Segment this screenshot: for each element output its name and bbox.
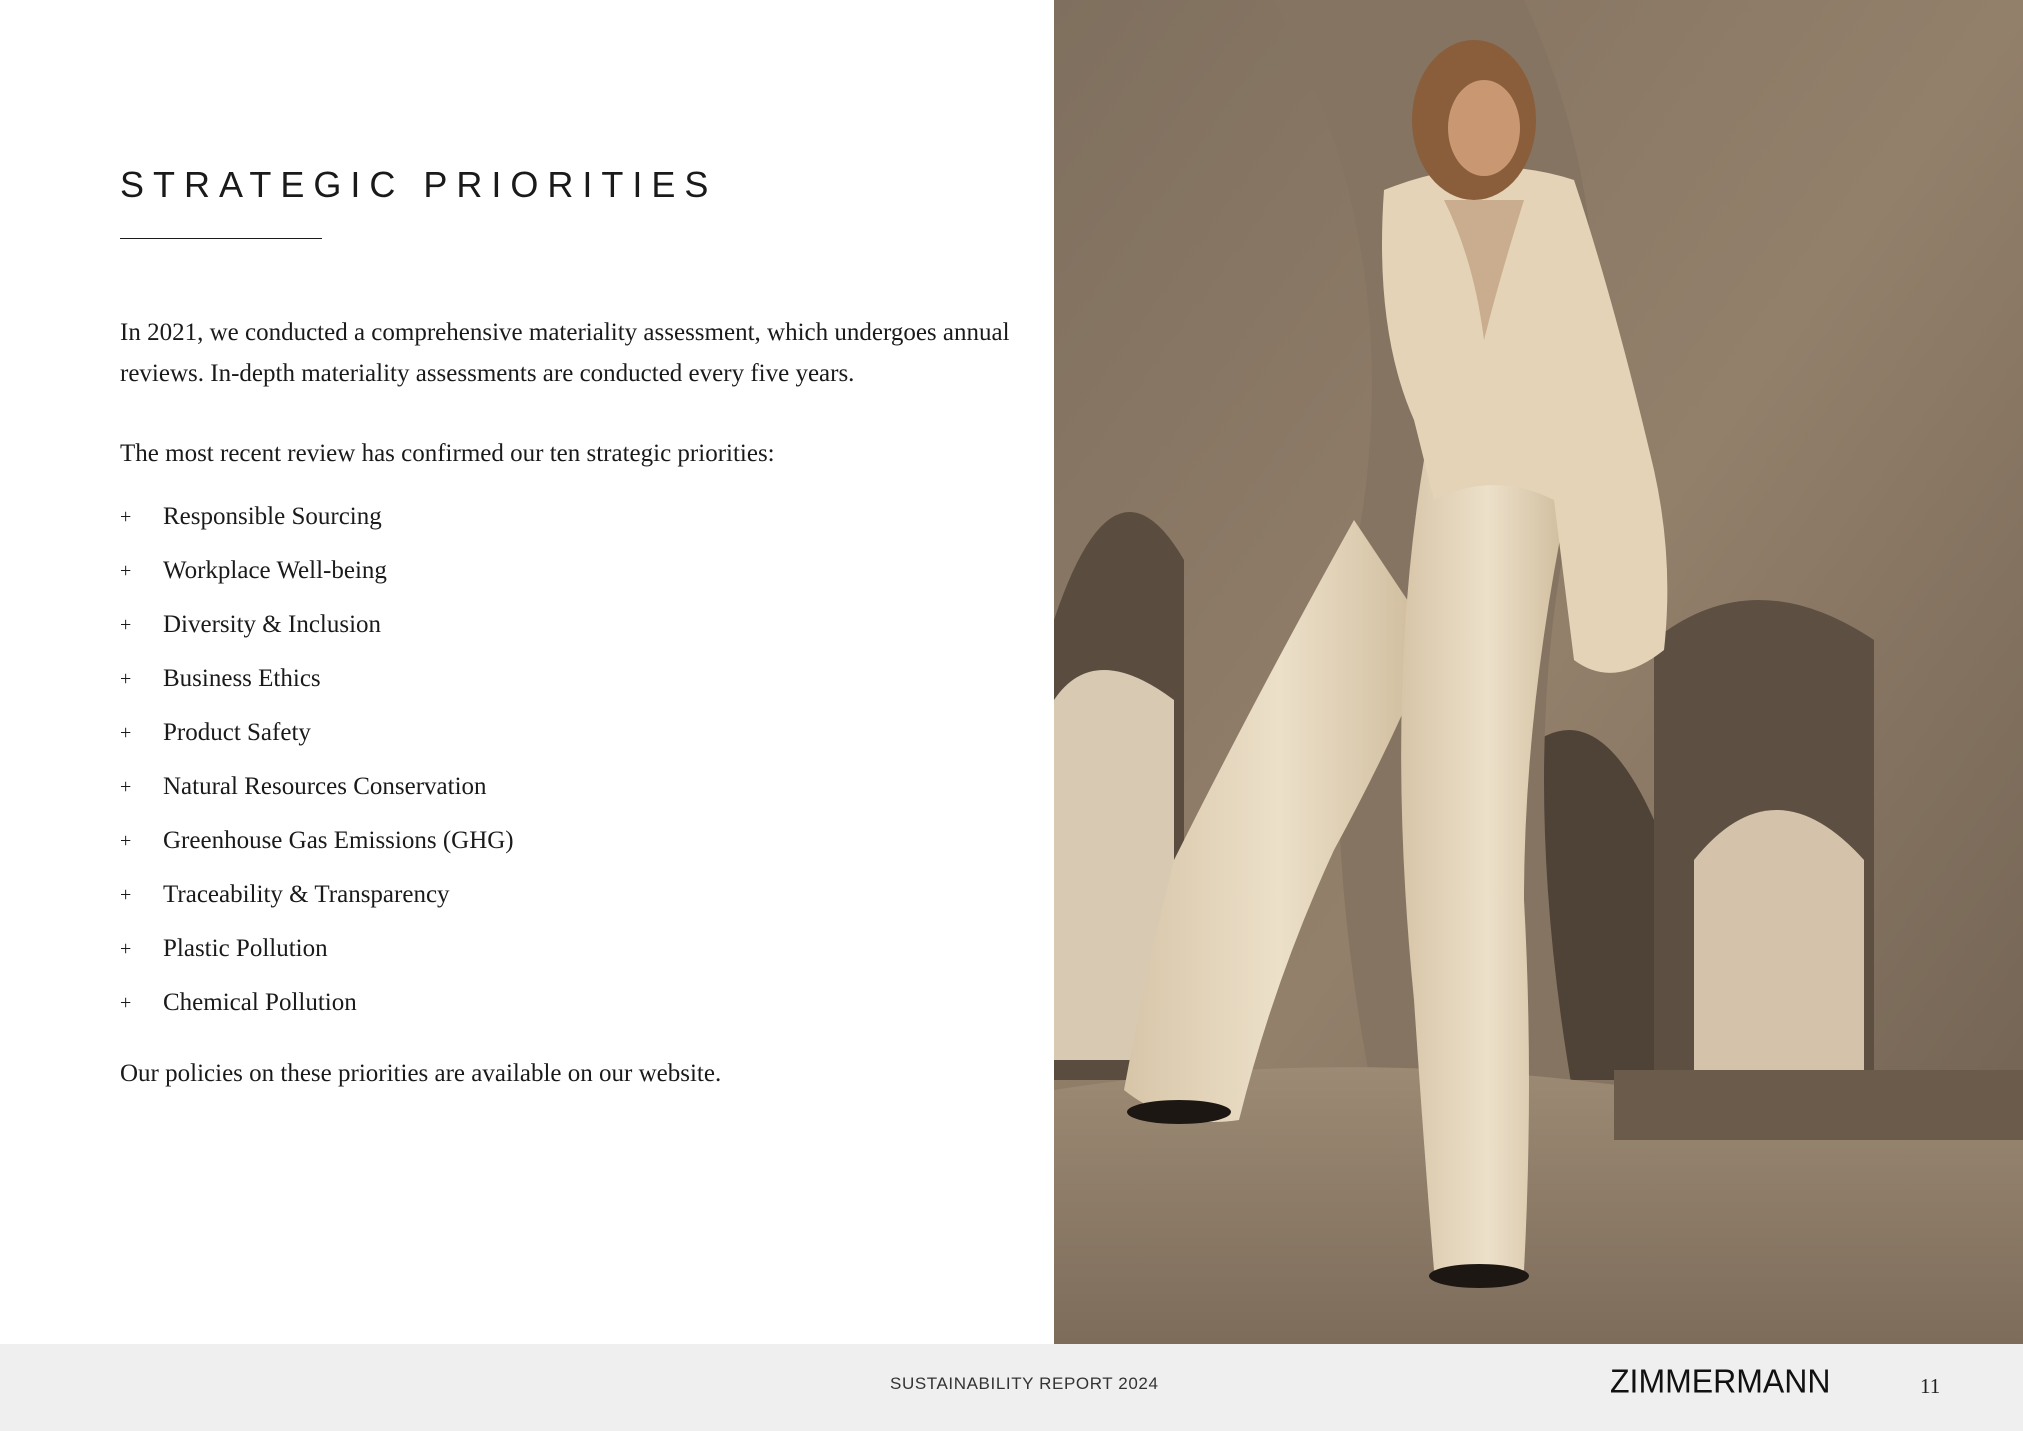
priority-label: Greenhouse Gas Emissions (GHG)	[163, 827, 514, 854]
plus-icon: +	[120, 829, 132, 852]
plus-icon: +	[120, 937, 132, 960]
text-column	[0, 0, 1054, 1344]
intro-paragraph: In 2021, we conducted a comprehensive materiality assessment, which undergoes annual reviews. In-depth materiality assessments are conducted every five years.	[120, 319, 1010, 387]
list-item	[120, 490, 514, 544]
report-title: SUSTAINABILITY REPORT 2024	[890, 1374, 1159, 1393]
plus-icon: +	[120, 721, 132, 744]
brand-logo: ZIMMERMANN	[1610, 1362, 1831, 1400]
page-number: 11	[1920, 1374, 1941, 1398]
right-shoe	[1429, 1264, 1529, 1288]
low-wall	[1614, 1070, 2023, 1140]
list-item	[120, 814, 514, 868]
list-item	[120, 868, 514, 922]
priority-label: Plastic Pollution	[163, 935, 328, 962]
list-item	[120, 706, 514, 760]
plus-icon: +	[120, 883, 132, 906]
priority-label: Responsible Sourcing	[163, 503, 382, 530]
face	[1448, 80, 1520, 176]
list-item	[120, 760, 514, 814]
plus-icon: +	[120, 613, 132, 636]
plus-icon: +	[120, 991, 132, 1014]
plus-icon: +	[120, 667, 132, 690]
page-heading: STRATEGIC PRIORITIES	[120, 164, 718, 205]
plus-icon: +	[120, 775, 132, 798]
list-item	[120, 976, 514, 1030]
left-shoe	[1127, 1100, 1231, 1124]
fashion-photo	[1054, 0, 2023, 1344]
priority-label: Natural Resources Conservation	[163, 773, 487, 800]
plus-icon: +	[120, 505, 132, 528]
closing-paragraph: Our policies on these priorities are available on our website.	[120, 1060, 722, 1087]
list-item	[120, 544, 514, 598]
priorities-lead: The most recent review has confirmed our ten strategic priorities:	[120, 440, 775, 467]
list-item	[120, 922, 514, 976]
priority-label: Diversity & Inclusion	[163, 611, 382, 638]
priority-label: Business Ethics	[163, 665, 321, 692]
list-item	[120, 598, 514, 652]
priority-label: Traceability & Transparency	[163, 881, 450, 908]
priorities-list	[120, 490, 514, 1030]
priority-label: Chemical Pollution	[163, 989, 357, 1016]
right-desert-view	[1694, 810, 1864, 1070]
priority-label: Workplace Well-being	[163, 557, 387, 584]
plus-icon: +	[120, 559, 132, 582]
heading-divider	[120, 238, 322, 239]
fashion-photo-illustration	[1054, 0, 2023, 1344]
priority-label: Product Safety	[163, 719, 311, 746]
list-item	[120, 652, 514, 706]
